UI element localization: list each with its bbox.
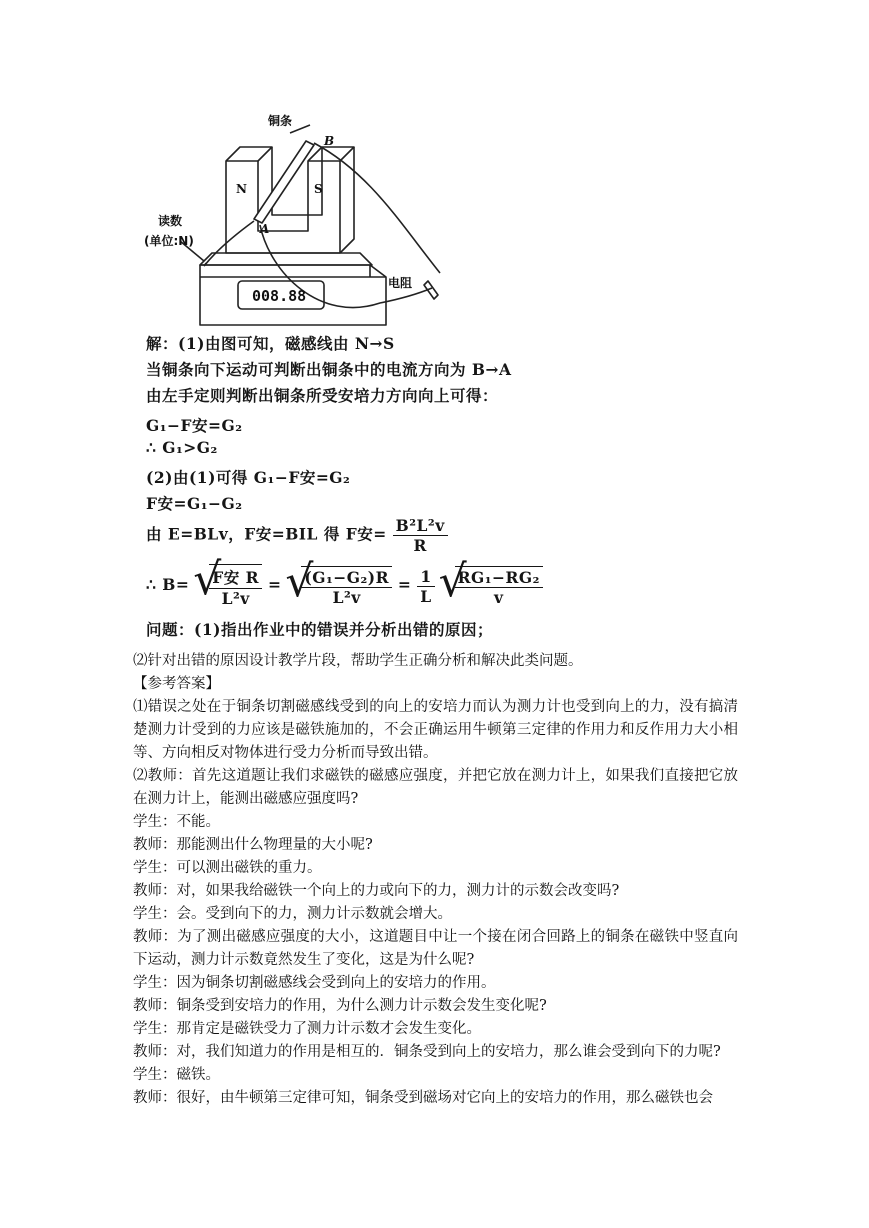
paragraph: ⑵针对出错的原因设计教学片段，帮助学生正确分析和解决此类问题。 xyxy=(133,653,583,669)
solution-equation: 由 E=BLv，F安=BIL 得 F安= $\frac{\text{B²L²v}}{R}$ xyxy=(146,516,448,555)
paragraph: ⑴错误之处在于铜条切割磁感线受到的向上的安培力而认为测力计也受到向上的力，没有搞清楚测力计受到的力应该是磁铁施加的，不会正确运用牛顿第三定律的作用力和反作用力大小相等、方向相反对物体进行受力分析而导致出错。 xyxy=(133,699,738,761)
solution-line: ∴ G₁>G₂ xyxy=(146,438,218,457)
dialogue-line: 教师：为了测出磁感应强度的大小，这道题目中让一个接在闭合回路上的铜条在磁铁中竖直向下运动，测力计示数竟然发生了变化，这是为什么呢? xyxy=(133,929,738,968)
label-resistor: 电阻 xyxy=(388,276,413,290)
dialogue-line: 教师：铜条受到安培力的作用，为什么测力计示数会发生变化呢? xyxy=(133,998,547,1014)
dialogue-line: 学生：磁铁。 xyxy=(133,1067,220,1083)
label-n: N xyxy=(236,182,247,196)
fraction: $\frac{\text{B²L²v}}{R}$ xyxy=(393,516,448,555)
display-value: 008.88 xyxy=(252,287,307,305)
dialogue-line: 学生：会。受到向下的力，测力计示数就会增大。 xyxy=(133,906,452,922)
solution-line: G₁−F安=G₂ xyxy=(146,416,243,435)
solution-scan xyxy=(140,330,610,642)
sqrt: √ $\frac{\text{F安 R}}{\text{L²v}}$ xyxy=(195,564,262,608)
fraction: $\frac{1}{L}$ xyxy=(417,567,434,606)
dialogue-line: 学生：不能。 xyxy=(133,814,220,830)
apparatus-diagram xyxy=(140,103,450,329)
dialogue-line: 学生：那肯定是磁铁受力了测力计示数才会发生变化。 xyxy=(133,1021,481,1037)
dialogue-line: 教师：对，我们知道力的作用是相互的．铜条受到向上的安培力，那么谁会受到向下的力呢? xyxy=(133,1044,721,1060)
dialogue-line: 学生：因为铜条切割磁感线会受到向上的安培力的作用。 xyxy=(133,975,496,991)
dialogue-line: 教师：对，如果我给磁铁一个向上的力或向下的力，测力计的示数会改变吗? xyxy=(133,883,620,899)
label-a: A xyxy=(260,222,270,236)
dialogue-line: 教师：很好，由牛顿第三定律可知，铜条受到磁场对它向上的安培力的作用，那么磁铁也会 xyxy=(133,1090,713,1106)
paragraph: ⑵教师：首先这道题让我们求磁铁的磁感应强度，并把它放在测力计上，如果我们直接把它放在测力计上，能测出磁感应强度吗? xyxy=(133,768,738,807)
solution-line: 由左手定则判断出铜条所受安培力方向向上可得： xyxy=(146,386,499,405)
body-text xyxy=(133,650,738,1110)
section-heading: 【参考答案】 xyxy=(133,676,220,692)
solution-line: F安=G₁−G₂ xyxy=(146,494,243,513)
label-s: S xyxy=(314,182,323,196)
dialogue-line: 教师：那能测出什么物理量的大小呢? xyxy=(133,837,373,853)
solution-line: 解：(1)由图可知，磁感线由 N→S xyxy=(146,334,395,353)
sqrt: √ $\frac{\text{RG₁−RG₂}}{v}$ xyxy=(441,566,543,607)
sqrt: √ $\frac{\text{(G₁−G₂)R}}{\text{L²v}}$ xyxy=(287,566,392,607)
label-copper: 铜条 xyxy=(268,114,293,128)
dialogue-line: 学生：可以测出磁铁的重力。 xyxy=(133,860,322,876)
solution-line: (2)由(1)可得 G₁−F安=G₂ xyxy=(146,468,351,487)
label-unit: (单位:N) xyxy=(144,234,194,248)
solution-line: 当铜条向下运动可判断出铜条中的电流方向为 B→A xyxy=(146,360,512,379)
label-b: B xyxy=(324,134,335,148)
copper-strip xyxy=(254,141,314,223)
label-reading: 读数 xyxy=(158,214,183,228)
solution-line: 问题：(1)指出作业中的错误并分析出错的原因； xyxy=(146,620,493,639)
solution-equation: ∴ B= √ $\frac{\text{F安 R}}{\text{L²v}}$ = √ $\frac{\text{(G₁−G₂)R}}{\text{L²v}}$ = $\frac{1}{L}$ √ $\frac{\text{RG₁−RG₂}}{v}$ xyxy=(146,564,543,608)
